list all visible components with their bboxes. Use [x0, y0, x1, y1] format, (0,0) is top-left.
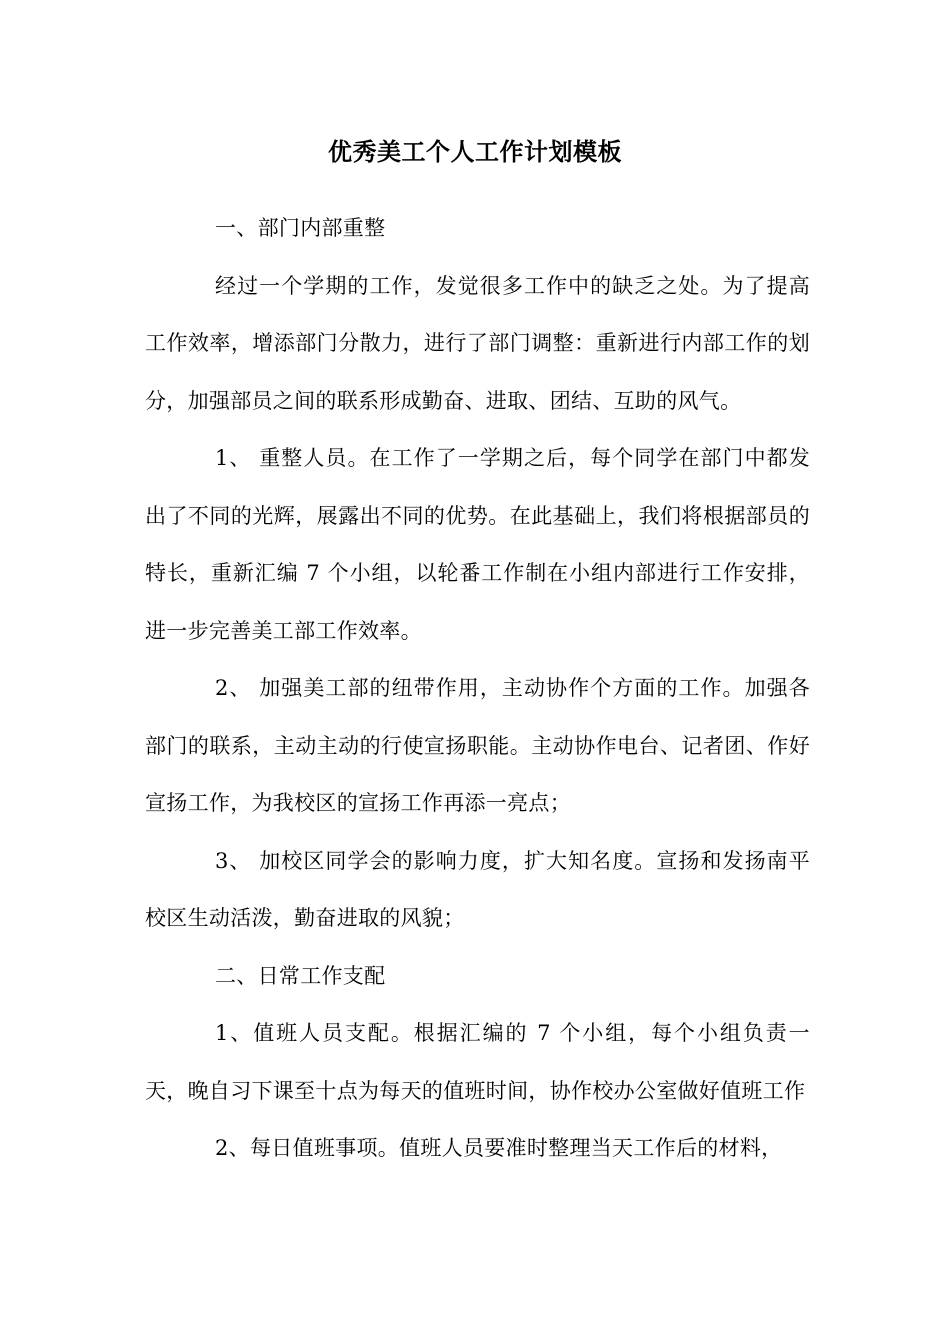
paragraph: 2、每日值班事项。值班人员要准时整理当天工作后的材料， — [215, 1136, 783, 1160]
document-body — [145, 200, 810, 1178]
section-heading: 二、日常工作支配 — [215, 963, 386, 988]
paragraph: 1、 重整人员。在工作了一学期之后，每个同学在部门中都发出了不同的光辉，展露出不同的优势。在此基础上，我们将根据部员的特长，重新汇编 7 个小组，以轮番工作制在小组内部进行工作安排，进一步完善美工部工作效率。 — [145, 446, 810, 643]
paragraph: 2、 加强美工部的纽带作用，主动协作个方面的工作。加强各部门的联系，主动主动的行使宣扬职能。主动协作电台、记者团、作好宣扬工作，为我校区的宣扬工作再添一亮点； — [145, 676, 810, 815]
section-heading: 一、部门内部重整 — [215, 216, 386, 240]
paragraph: 1、值班人员支配。根据汇编的 7 个小组，每个小组负责一天，晚自习下课至十点为每天的值班时间，协作校办公室做好值班工作 — [145, 1021, 810, 1103]
paragraph: 3、 加校区同学会的影响力度，扩大知名度。宣扬和发扬南平校区生动活泼，勤奋进取的风貌； — [145, 848, 810, 930]
paragraph: 经过一个学期的工作，发觉很多工作中的缺乏之处。为了提高工作效率，增添部门分散力，进行了部门调整：重新进行内部工作的划分，加强部员之间的联系形成勤奋、进取、团结、互助的风气。 — [145, 273, 810, 413]
document-title: 优秀美工个人工作计划模板 — [328, 137, 622, 166]
